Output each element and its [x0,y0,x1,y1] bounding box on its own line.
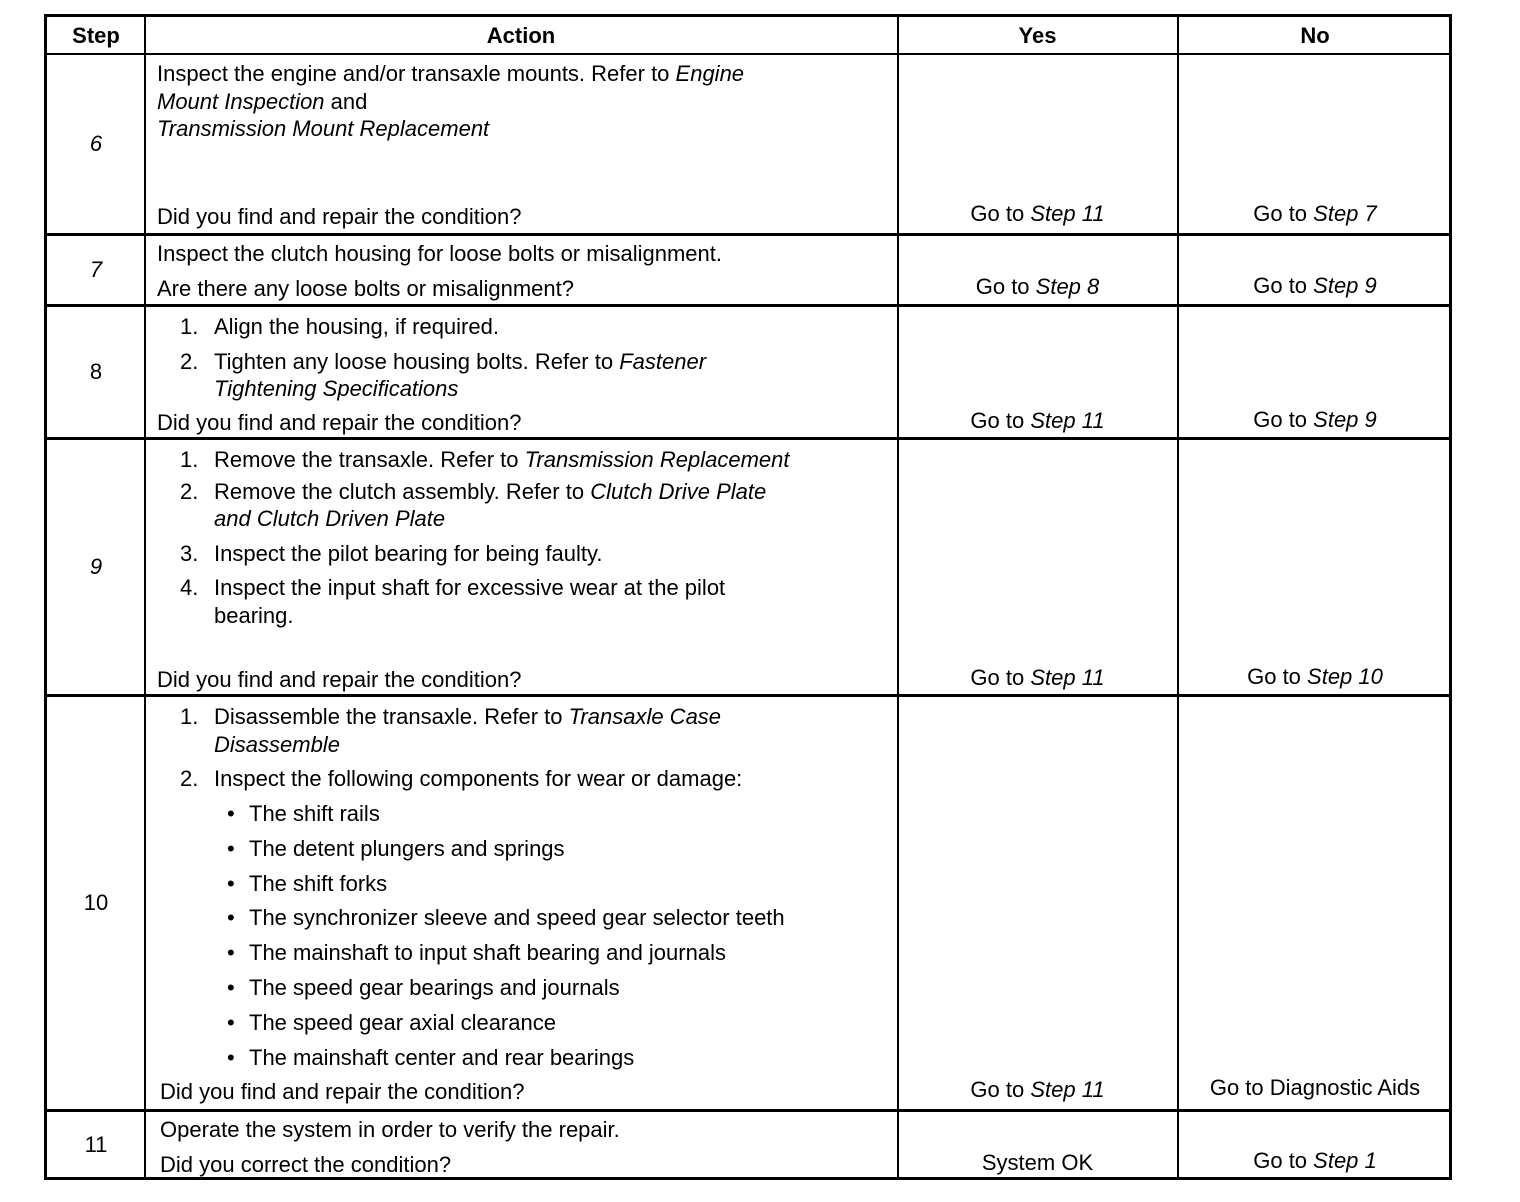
yes-answer: Go to Step 11 [970,408,1105,433]
list-item: 1. Disassemble the transaxle. Refer to Transaxle Case [180,704,722,729]
bullet-item: • The speed gear bearings and journals [227,975,620,1000]
action-question: Did you find and repair the condition? [160,1079,525,1104]
action-reference: and Clutch Driven Plate [214,506,446,531]
bullet-item: • The mainshaft to input shaft bearing and journals [227,940,726,965]
list-item: 1. Align the housing, if required. [180,314,499,339]
diagnostic-table [44,14,1452,1180]
action-reference: Tightening Specifications [214,376,459,401]
row-divider [47,233,1449,236]
list-item: 2. Inspect the following components for wear or damage: [180,766,743,791]
action-question: Did you find and repair the condition? [157,410,522,435]
step-number: 11 [84,1132,108,1157]
column-divider [1177,17,1179,1177]
no-answer: Go to Step 10 [1247,664,1383,689]
list-item: 3. Inspect the pilot bearing for being faulty. [180,541,603,566]
no-answer: Go to Step 9 [1253,273,1377,298]
bullet-item: • The shift forks [227,871,388,896]
action-question: Did you find and repair the condition? [157,204,522,229]
list-item: 4. Inspect the input shaft for excessive wear at the pilot [180,575,726,600]
action-question: Did you find and repair the condition? [157,667,522,692]
no-answer: Go to Step 7 [1253,201,1377,226]
yes-answer: System OK [981,1150,1094,1175]
yes-answer: Go to Step 11 [970,201,1105,226]
bullet-item: • The speed gear axial clearance [227,1010,556,1035]
action-question: Did you correct the condition? [160,1152,452,1177]
row-divider [47,1109,1449,1112]
bullet-item: • The mainshaft center and rear bearings [227,1045,635,1070]
step-number: 8 [89,359,103,384]
step-number: 10 [83,890,109,915]
bullet-item: • The detent plungers and springs [227,836,565,861]
step-number: 9 [89,554,103,579]
action-text: Operate the system in order to verify the repair. [160,1117,620,1142]
no-answer: Go to Diagnostic Aids [1209,1075,1421,1100]
list-item: 2. Remove the clutch assembly. Refer to Clutch Drive Plate [180,479,767,504]
yes-answer: Go to Step 11 [970,665,1105,690]
header-yes: Yes [1018,23,1057,48]
header-action: Action [486,23,556,48]
action-reference: Disassemble [214,732,340,757]
row-divider [47,694,1449,697]
list-item: 1. Remove the transaxle. Refer to Transmission Replacement [180,447,790,472]
header-no: No [1300,23,1330,48]
list-item: 2. Tighten any loose housing bolts. Refer to Fastener [180,349,707,374]
yes-answer: Go to Step 11 [970,1077,1105,1102]
step-number: 7 [89,257,103,282]
bullet-item: • The synchronizer sleeve and speed gear selector teeth [227,905,785,930]
action-text: Mount Inspection and [157,89,368,114]
row-divider [47,437,1449,440]
action-text: bearing. [214,603,294,628]
no-answer: Go to Step 9 [1253,407,1377,432]
header-step: Step [72,23,120,48]
action-reference: Transmission Mount Replacement [157,116,490,141]
yes-answer: Go to Step 8 [975,274,1100,299]
no-answer: Go to Step 1 [1253,1148,1377,1173]
action-text: Inspect the engine and/or transaxle mounts. Refer to Engine [157,61,745,86]
bullet-item: • The shift rails [227,801,380,826]
action-text: Inspect the clutch housing for loose bolts or misalignment. [157,241,722,266]
column-divider [897,17,899,1177]
action-question: Are there any loose bolts or misalignment? [157,276,574,301]
step-number: 6 [89,131,103,156]
row-divider [47,304,1449,307]
